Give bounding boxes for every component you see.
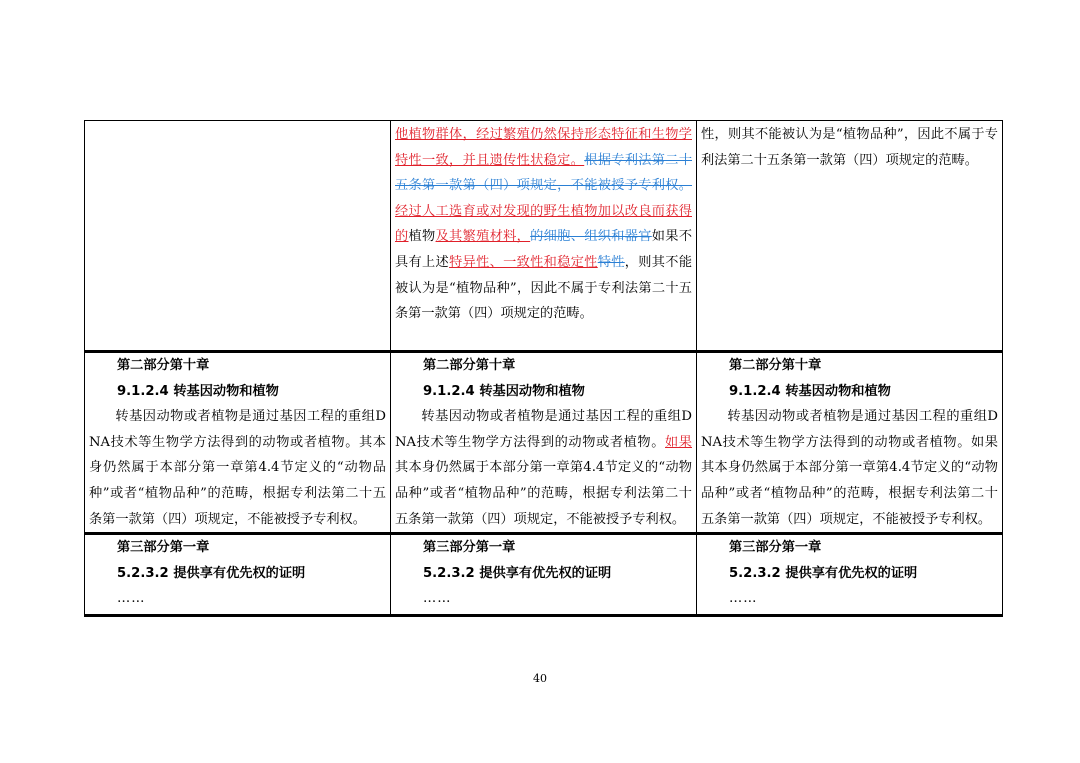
section-heading: 第二部分第十章 — [729, 358, 822, 373]
section-heading: 第三部分第一章 — [117, 540, 210, 556]
row2-right-cell — [697, 352, 1003, 534]
deleted-text: 特性 — [597, 254, 625, 270]
table-row — [85, 534, 1003, 616]
row2-left-cell — [85, 352, 391, 534]
page-number: 40 — [533, 672, 547, 685]
row1-middle-cell — [391, 121, 697, 352]
deleted-text: 的细胞、组织和器官 — [530, 229, 652, 245]
paragraph — [395, 404, 692, 532]
unchanged-text: 转基因动物或者植物是通过基因工程的重组DNA技术等生物学方法得到的动物或者植物。 — [395, 409, 692, 450]
section-heading: 第二部分第十章 — [117, 358, 210, 373]
row1-left-cell — [85, 121, 391, 352]
inserted-text: 经过人工选育或对发现的野生植物加以改良而获得的 — [395, 203, 692, 245]
row3-left-cell — [85, 534, 391, 616]
subsection-heading: 9.1.2.4 转基因动物和植物 — [729, 383, 891, 399]
row1-right-cell — [697, 121, 1003, 352]
deleted-text: 根据专利法第二十五条第一款第（四）项规定，不能被授予专利权。 — [395, 152, 693, 194]
section-heading: 第三部分第一章 — [423, 540, 516, 556]
comparison-table — [84, 120, 1003, 617]
table-row — [85, 352, 1003, 534]
unchanged-text: 植物 — [408, 229, 436, 245]
paragraph: 转基因动物或者植物是通过基因工程的重组DNA技术等生物学方法得到的动物或者植物。其本身仍然属于本部分第一章第4.4节定义的“动物品种”或者“植物品种”的范畴，根据专利法第二十五条第一款第（四）项规定，不能被授予专利权。 — [89, 409, 386, 527]
inserted-text: 如果 — [665, 434, 692, 450]
table-row — [85, 121, 1003, 352]
subsection-heading: 5.2.3.2 提供享有优先权的证明 — [423, 565, 612, 581]
subsection-heading: 5.2.3.2 提供享有优先权的证明 — [729, 565, 918, 581]
cell-text: 性，则其不能被认为是“植物品种”，因此不属于专利法第二十五条第一款第（四）项规定的范畴。 — [701, 127, 998, 168]
inserted-text: 及其繁殖材料， — [435, 229, 531, 245]
section-heading: 第二部分第十章 — [423, 358, 516, 373]
paragraph: 转基因动物或者植物是通过基因工程的重组DNA技术等生物学方法得到的动物或者植物。如果其本身仍然属于本部分第一章第4.4节定义的“动物品种”或者“植物品种”的范畴，根据专利法第二十五条第一款第（四）项规定，不能被授予专利权。 — [701, 409, 998, 527]
row2-middle-cell — [391, 352, 697, 534]
ellipsis: …… — [423, 591, 452, 607]
inserted-text: 特异性、一致性和稳定性 — [449, 254, 598, 270]
subsection-heading: 9.1.2.4 转基因动物和植物 — [117, 383, 279, 399]
row3-middle-cell — [391, 534, 697, 616]
unchanged-text: 如果不具有上述 — [395, 229, 693, 270]
row3-right-cell — [697, 534, 1003, 616]
ellipsis: …… — [117, 591, 146, 607]
ellipsis: …… — [729, 591, 758, 607]
subsection-heading: 9.1.2.4 转基因动物和植物 — [423, 383, 585, 399]
subsection-heading: 5.2.3.2 提供享有优先权的证明 — [117, 565, 306, 581]
unchanged-text: ，则其不能被认为是“植物品种”，因此不属于专利法第二十五条第一款第（四）项规定的范畴。 — [395, 254, 693, 322]
inserted-text: 他植物群体，经过繁殖仍然保持形态特征和生物学特性一致，并且遗传性状稳定。 — [395, 127, 692, 168]
section-heading: 第三部分第一章 — [729, 540, 822, 556]
unchanged-text: 其本身仍然属于本部分第一章第4.4节定义的“动物品种”或者“植物品种”的范畴，根据专利法第二十五条第一款第（四）项规定，不能被授予专利权。 — [395, 460, 692, 527]
